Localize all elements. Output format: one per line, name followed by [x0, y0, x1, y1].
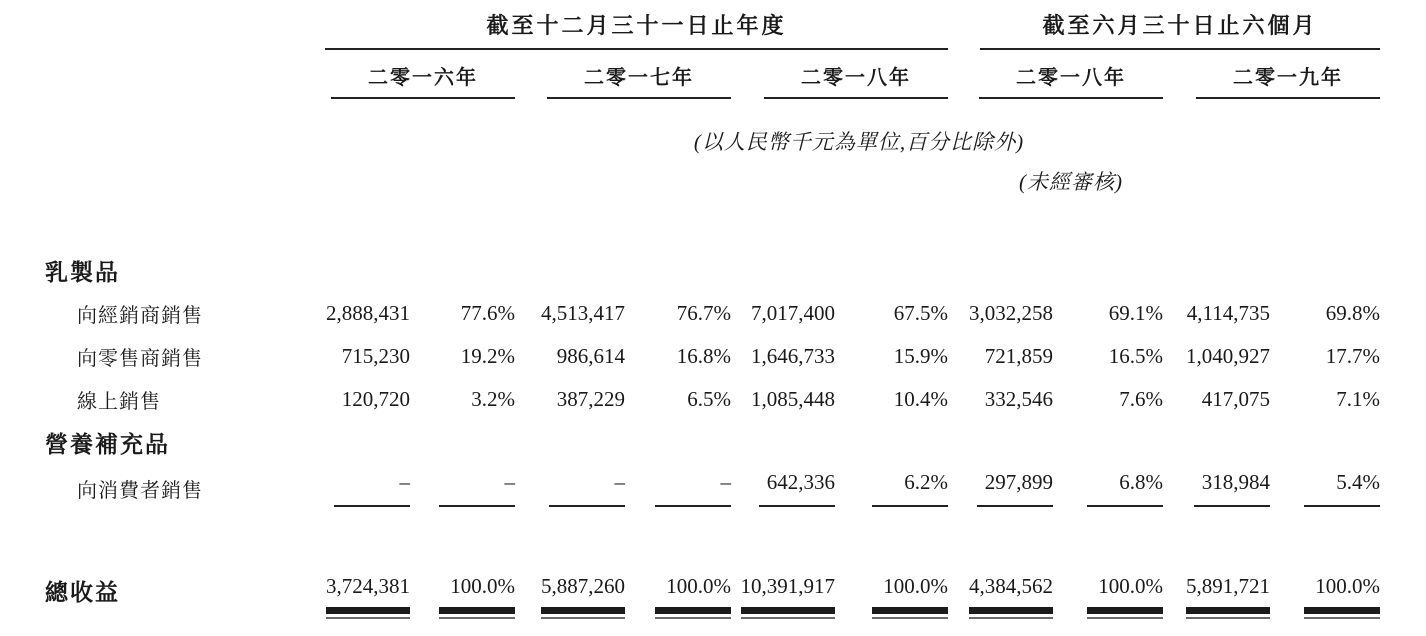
percent-cell: 76.7%	[676, 301, 731, 325]
percent-cell: 19.2%	[460, 344, 515, 368]
percent-cell: –	[625, 464, 731, 520]
total-label: 總收益	[45, 580, 120, 605]
spacer-cell	[20, 520, 1380, 562]
value-cell: 642,336	[731, 464, 835, 520]
revenue-breakdown-table	[20, 0, 1380, 636]
empty-cells	[325, 249, 1380, 292]
row-label: 線上銷售	[77, 391, 161, 413]
notes-spacer-row	[20, 99, 1380, 249]
percent-cell: 5.4%	[1270, 464, 1380, 520]
value-cell: 120,720	[341, 387, 410, 411]
row-total-revenue	[20, 562, 1380, 636]
percent-cell: 16.5%	[1108, 344, 1164, 368]
percent-cell: 100.0%	[1270, 562, 1380, 636]
percent-cell: 16.8%	[676, 344, 731, 368]
interim-header-2019-cell	[1163, 50, 1380, 99]
percent-cell: 3.2%	[471, 387, 515, 411]
spacer-cell	[20, 99, 1380, 249]
value-cell: 715,230	[341, 344, 410, 368]
value-cell: 4,384,562	[948, 562, 1053, 636]
percent-cell: 15.9%	[893, 344, 949, 368]
row-sales-to-retailers	[20, 335, 1380, 378]
year-header-2016-cell	[325, 50, 515, 99]
value-cell: 7,017,400	[751, 301, 835, 325]
row-label: 向消費者銷售	[77, 480, 203, 502]
percent-cell: 100.0%	[410, 562, 515, 636]
value-cell: 4,513,417	[541, 301, 625, 325]
period-header-interim-cell	[948, 0, 1380, 50]
value-cell: 1,040,927	[1186, 344, 1271, 368]
row-sales-to-distributors	[20, 292, 1380, 335]
percent-cell: 77.6%	[460, 301, 515, 325]
period-header-row	[20, 0, 1380, 50]
value-cell: 2,888,431	[326, 301, 410, 325]
unaudited-note: (未經審核)	[1019, 170, 1123, 194]
interim-header-2018: 二零一八年	[979, 61, 1163, 99]
row-sales-to-consumers	[20, 464, 1380, 520]
section-label: 乳製品	[45, 260, 120, 285]
value-cell: –	[325, 464, 410, 520]
section-label: 營養補充品	[45, 432, 170, 457]
value-cell: 3,724,381	[325, 562, 410, 636]
percent-cell: 69.8%	[1325, 301, 1381, 325]
units-note: (以人民幣千元為單位,百分比除外)	[693, 130, 1025, 154]
value-cell: –	[515, 464, 625, 520]
percent-cell: 7.1%	[1336, 387, 1381, 411]
section-row-dairy	[20, 249, 1380, 292]
value-cell: 4,114,735	[1186, 301, 1271, 325]
value-cell: 721,859	[984, 344, 1054, 368]
value-cell: 318,984	[1163, 464, 1270, 520]
value-cell: 5,891,721	[1163, 562, 1270, 636]
period-header-annual-cell	[325, 0, 948, 50]
value-cell: 297,899	[948, 464, 1053, 520]
corner-spacer	[20, 0, 325, 50]
empty-cells	[325, 421, 1380, 464]
row-online-sales	[20, 378, 1380, 421]
percent-cell: 17.7%	[1325, 344, 1381, 368]
interim-header-2019: 二零一九年	[1196, 61, 1380, 99]
value-cell: 986,614	[556, 344, 625, 368]
period-header-interim: 截至六月三十日止六個月	[980, 9, 1380, 50]
period-header-annual: 截至十二月三十一日止年度	[325, 9, 948, 50]
value-cell: 10,391,917	[731, 562, 835, 636]
interim-header-2018-cell	[948, 50, 1163, 99]
section-row-nutritional-supplements	[20, 421, 1380, 464]
value-cell: 332,546	[984, 387, 1054, 411]
gap-row	[20, 520, 1380, 562]
value-cell: 5,887,260	[515, 562, 625, 636]
value-cell: 1,646,733	[751, 344, 835, 368]
year-header-2016: 二零一六年	[331, 61, 515, 99]
percent-cell: 100.0%	[625, 562, 731, 636]
percent-cell: –	[410, 464, 515, 520]
percent-cell: 10.4%	[893, 387, 949, 411]
row-label: 向零售商銷售	[77, 348, 203, 370]
corner-spacer	[20, 50, 325, 99]
year-header-2018: 二零一八年	[764, 61, 948, 99]
percent-cell: 6.2%	[835, 464, 948, 520]
value-cell: 387,229	[556, 387, 625, 411]
percent-cell: 67.5%	[893, 301, 949, 325]
value-cell: 3,032,258	[969, 301, 1054, 325]
year-header-2017: 二零一七年	[547, 61, 731, 99]
row-label: 向經銷商銷售	[77, 305, 203, 327]
year-header-2017-cell	[515, 50, 731, 99]
percent-cell: 69.1%	[1108, 301, 1164, 325]
value-cell: 417,075	[1201, 387, 1271, 411]
year-header-2018-cell	[731, 50, 948, 99]
percent-cell: 6.8%	[1053, 464, 1163, 520]
value-cell: 1,085,448	[751, 387, 835, 411]
percent-cell: 6.5%	[687, 387, 731, 411]
year-header-row	[20, 50, 1380, 99]
percent-cell: 100.0%	[835, 562, 948, 636]
percent-cell: 100.0%	[1053, 562, 1163, 636]
percent-cell: 7.6%	[1119, 387, 1164, 411]
